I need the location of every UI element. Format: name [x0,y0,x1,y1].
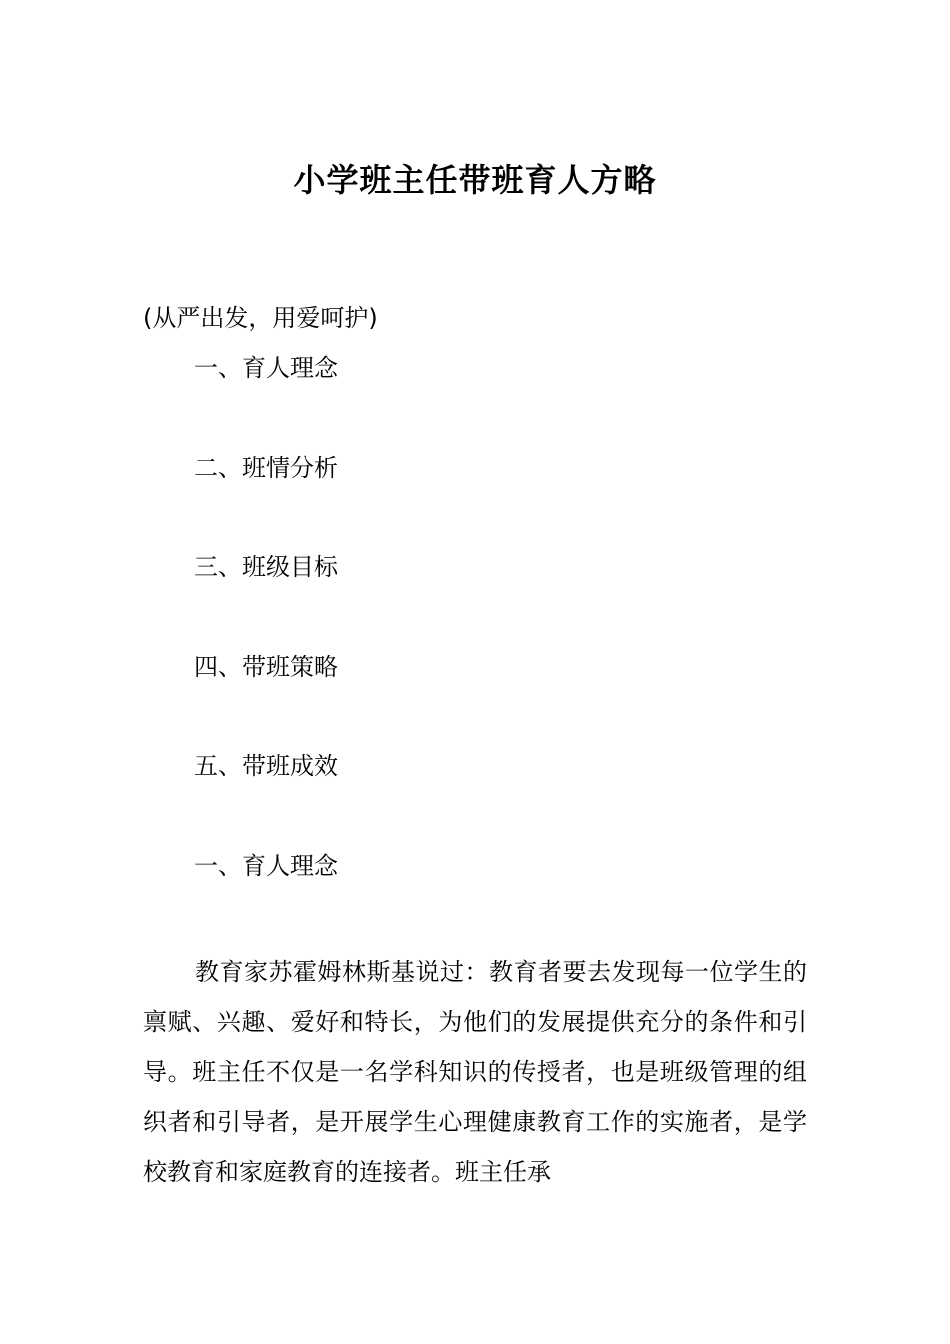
outline-item-5: 五、带班成效 [194,752,338,780]
outline-item-1: 一、育人理念 [194,354,338,382]
document-title: 小学班主任带班育人方略 [293,161,657,199]
outline-item-4: 四、带班策略 [194,653,338,681]
document-subtitle: (从严出发，用爱呵护) [143,304,378,332]
outline-item-2: 二、班情分析 [194,454,338,482]
body-paragraph: 教育家苏霍姆林斯基说过：教育者要去发现每一位学生的禀赋、兴趣、爱好和特长，为他们的发展提供充分的条件和引导。班主任不仅是一名学科知识的传授者，也是班级管理的组织者和引导者，是开展学生心理健康教育工作的实施者，是学校教育和家庭教育的连接者。班主任承 [143,958,807,1186]
outline-item-3: 三、班级目标 [194,553,338,581]
section-heading: 一、育人理念 [194,852,338,880]
